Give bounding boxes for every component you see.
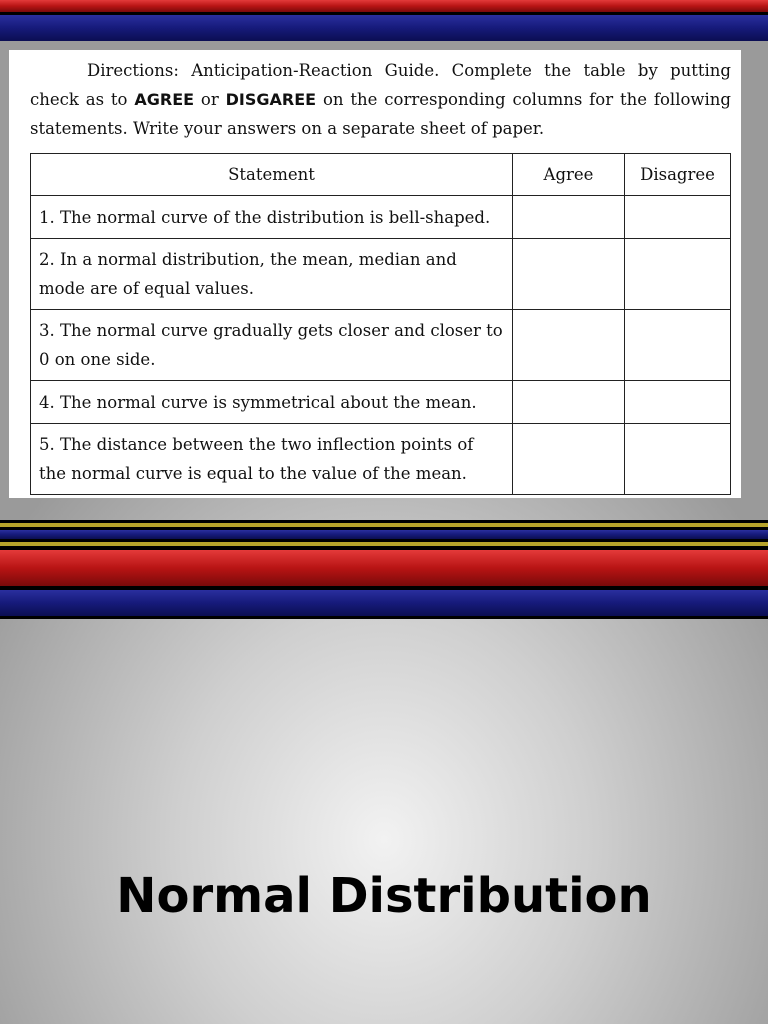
agree-cell bbox=[513, 381, 625, 424]
disagree-cell bbox=[625, 239, 731, 310]
directions-lead: Directions: Anticipation-Reaction Guide. Complete the table by putting check as to bbox=[30, 61, 731, 109]
mid-red-band bbox=[0, 550, 768, 586]
disagree-cell bbox=[625, 310, 731, 381]
agree-cell bbox=[513, 196, 625, 239]
disagree-cell bbox=[625, 381, 731, 424]
agree-cell bbox=[513, 239, 625, 310]
mid-navy-band bbox=[0, 590, 768, 616]
statement-cell: 1. The normal curve of the distribution is bell-shaped. bbox=[31, 196, 513, 239]
agree-word: AGREE bbox=[134, 90, 195, 109]
worksheet-image bbox=[9, 50, 741, 498]
anticipation-reaction-table bbox=[30, 153, 731, 495]
table-row bbox=[31, 196, 731, 239]
mid-divider-6 bbox=[0, 616, 768, 619]
header-agree: Agree bbox=[513, 154, 625, 196]
agree-cell bbox=[513, 310, 625, 381]
disagree-cell bbox=[625, 196, 731, 239]
thin-navy-band bbox=[0, 530, 768, 539]
slide-title: Normal Distribution bbox=[116, 868, 652, 924]
top-navy-band bbox=[0, 15, 768, 41]
statement-cell: 3. The normal curve gradually gets closer and closer to 0 on one side. bbox=[31, 310, 513, 381]
table-row bbox=[31, 424, 731, 495]
statement-cell: 2. In a normal distribution, the mean, median and mode are of equal values. bbox=[31, 239, 513, 310]
or-word: or bbox=[194, 90, 226, 109]
disagree-cell bbox=[625, 424, 731, 495]
header-statement: Statement bbox=[31, 154, 513, 196]
header-disagree: Disagree bbox=[625, 154, 731, 196]
directions-tail: on the corresponding columns for the following statements. Write your answers on a separate sheet of paper. bbox=[30, 90, 731, 138]
table-row bbox=[31, 239, 731, 310]
statement-cell: 4. The normal curve is symmetrical about the mean. bbox=[31, 381, 513, 424]
table-row bbox=[31, 310, 731, 381]
directions-text bbox=[30, 56, 731, 143]
agree-cell bbox=[513, 424, 625, 495]
table-header-row bbox=[31, 154, 731, 196]
statement-cell: 5. The distance between the two inflection points of the normal curve is equal to the value of the mean. bbox=[31, 424, 513, 495]
top-red-band bbox=[0, 0, 768, 12]
table-row bbox=[31, 381, 731, 424]
disagree-word: DISGAREE bbox=[225, 90, 317, 109]
